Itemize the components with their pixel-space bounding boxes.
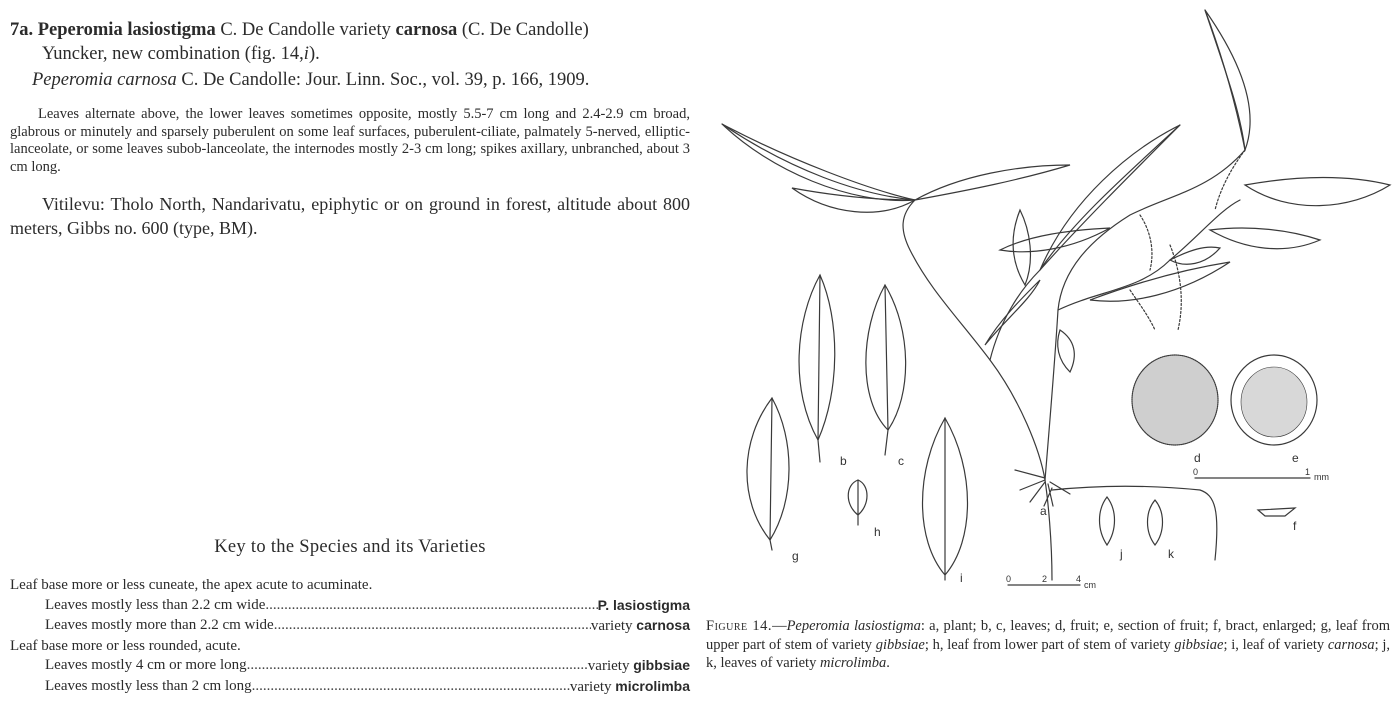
key-row-text: Leaves mostly less than 2.2 cm wide [45, 596, 266, 613]
key-row-result-name: carnosa [636, 617, 690, 633]
key-row [10, 677, 690, 698]
spike-4 [1215, 150, 1245, 210]
plant-branch-left [990, 270, 1040, 360]
roots [1015, 470, 1070, 506]
key-row-result [570, 677, 690, 698]
leaf-upper-left-2 [792, 188, 915, 212]
key-row-result [591, 616, 690, 637]
label-f: f [1293, 519, 1297, 533]
entry-heading [10, 18, 690, 42]
caption-part2: ; h, leaf from lower part of stem of variety [924, 636, 1175, 653]
leaf-small-1 [1058, 330, 1075, 372]
scale-mm-unit: mm [1314, 472, 1329, 482]
entry-variety-author: (C. De Candolle) [461, 20, 589, 40]
key-row-result [598, 596, 690, 617]
key-row-result [588, 656, 690, 677]
entry-genus: Peperomia [37, 20, 123, 40]
leaf-k [1148, 500, 1163, 545]
fruit-d [1132, 355, 1218, 445]
label-d: d [1194, 451, 1201, 465]
combination-fig-letter: i [303, 44, 309, 64]
figure-caption [706, 617, 1390, 673]
species-key [10, 576, 690, 697]
species-entry [10, 18, 690, 240]
key-row [10, 656, 690, 677]
key-row-text: Leaves mostly more than 2.2 cm wide [45, 617, 274, 633]
leaf-b [799, 275, 835, 440]
key-row-result-prefix: variety [587, 658, 634, 674]
key-row-result-name: P. lasiostigma [597, 596, 690, 613]
scale-cm-unit: cm [1084, 580, 1096, 590]
caption-gibbsiae-2: gibbsiae [1174, 636, 1224, 653]
key-row-text: Leaf base more or less cuneate, the apex acute to acuminate. [10, 577, 373, 593]
synonym-name: Peperomia carnosa [32, 70, 177, 90]
caption-part1: : a, plant; b, c, leaves; d, fruit; e, section of fruit; f, bract, enlarged; g, leaf from upper part of stem of variety [706, 618, 1390, 653]
label-j: j [1120, 547, 1123, 561]
combination-text: Yuncker, new combination (fig. 14, [42, 44, 304, 64]
key-row-leader-dots [265, 596, 597, 617]
key-row-text: Leaves mostly less than 2 cm long [45, 677, 252, 694]
label-i: i [960, 571, 963, 585]
leaf-right-3 [1245, 178, 1390, 206]
plant-main-stem [903, 200, 1052, 580]
description-paragraph: Leaves alternate above, the lower leaves sometimes opposite, mostly 5.5-7 cm long and 2.4-2.9 cm broad, glabrous or minutely and sparsely puberulent on some leaf surfaces, puberulent-ciliate, palmately 5-nerved, elliptic-lanceolate, or some leaves subob-lanceolate, the internodes mostly 2-3 cm long; spikes axillary, unbranched, about 3 cm long. [10, 106, 690, 175]
leaf-upper-left-1 [722, 124, 915, 200]
label-h: h [874, 525, 881, 539]
key-row-leader-dots [252, 677, 570, 698]
key-row-leader-dots [247, 656, 588, 677]
caption-species: Peperomia lasiostigma [786, 618, 921, 634]
label-a: a [1040, 504, 1047, 518]
leaf-center-2 [1013, 210, 1030, 285]
leaf-j [1100, 497, 1115, 545]
leaf-g [747, 398, 789, 540]
synonym-ref: C. De Candolle: Jour. Linn. Soc., vol. 39, p. 166, 1909. [181, 70, 590, 90]
leaf-right-4 [1210, 228, 1320, 249]
caption-microlimba: microlimba [819, 655, 887, 671]
synonym-line [10, 68, 690, 92]
key-row [10, 576, 690, 596]
bract-f [1258, 508, 1295, 516]
scale-cm-two: 2 [1042, 574, 1048, 584]
locality-paragraph: Vitilevu: Tholo North, Nandarivatu, epiphytic or on ground in forest, altitude about 800 meters, Gibbs no. 600 (type, BM). [10, 194, 690, 238]
caption-gibbsiae-1: gibbsiae [875, 636, 925, 653]
leaf-center-3 [985, 280, 1040, 345]
label-g: g [792, 549, 799, 563]
scale-cm-zero: 0 [1006, 574, 1012, 584]
entry-variety-word: variety [339, 20, 391, 40]
key-row-leader-dots [274, 616, 591, 637]
key-title: Key to the Species and its Varieties [214, 537, 486, 557]
caption-figure-label: Figure 14. [706, 618, 773, 634]
label-k: k [1168, 547, 1174, 561]
leaf-right-1 [1090, 262, 1230, 301]
key-row-result-prefix: variety [590, 618, 637, 634]
entry-author: C. De Candolle [220, 20, 335, 40]
entry-species: lasiostigma [127, 20, 216, 40]
caption-end: . [886, 655, 890, 671]
label-c: c [898, 454, 904, 468]
caption-part3: ; i, leaf of variety [1223, 636, 1328, 653]
label-b: b [840, 454, 847, 468]
figure-14-illustration [700, 0, 1400, 600]
entry-number: 7a. [10, 20, 34, 40]
plant-runner [1052, 486, 1217, 560]
caption-carnosa: carnosa [1327, 636, 1375, 653]
entry-combination [10, 42, 690, 66]
key-row [10, 616, 690, 637]
key-row-result-prefix: variety [569, 678, 616, 695]
entry-variety: carnosa [395, 20, 458, 40]
combination-close: ). [308, 44, 320, 64]
leaf-upper-mid [915, 165, 1070, 200]
caption-dash: — [772, 618, 787, 634]
key-row-text: Leaves mostly 4 cm or more long [45, 657, 247, 673]
key-row [10, 596, 690, 617]
label-e: e [1292, 451, 1299, 465]
scale-mm-one: 1 [1305, 467, 1311, 477]
key-row [10, 637, 690, 657]
leaf-right-5 [1170, 247, 1220, 264]
spike-1 [1140, 215, 1152, 270]
key-row-text: Leaf base more or less rounded, acute. [10, 637, 241, 654]
key-row-result-name: gibbsiae [633, 657, 690, 673]
scale-cm-four: 4 [1076, 574, 1082, 584]
caption-part4: ; j, k, leaves of variety [706, 636, 1391, 671]
key-row-result-name: microlimba [615, 677, 690, 694]
scale-mm-zero: 0 [1193, 467, 1199, 477]
